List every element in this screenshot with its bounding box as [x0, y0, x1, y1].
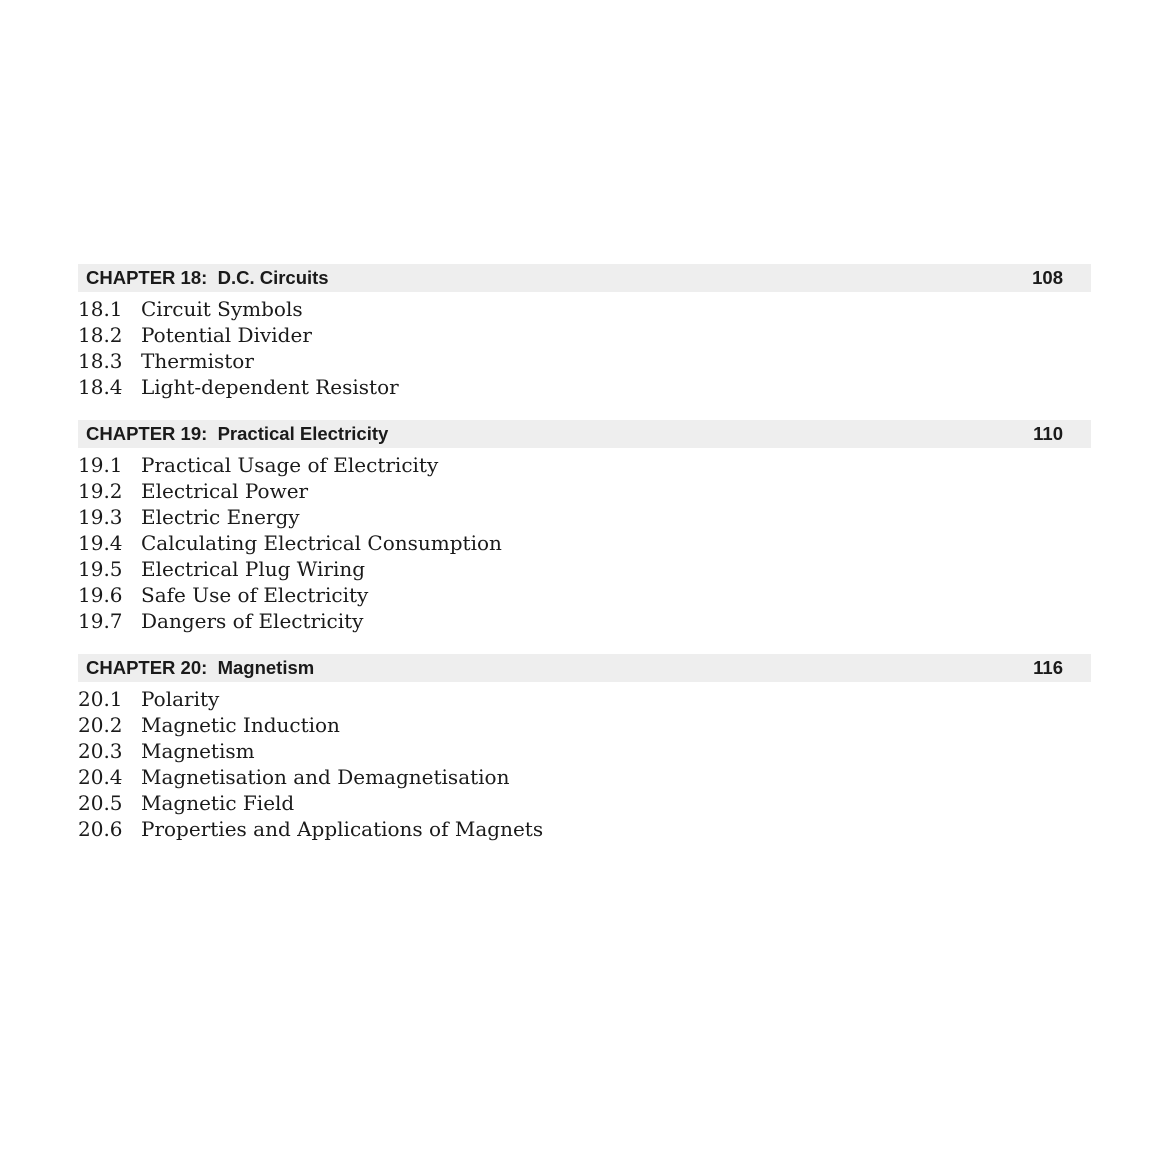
section-title: Light-dependent Resistor [141, 375, 399, 399]
section-title: Electrical Plug Wiring [141, 557, 366, 581]
section-number: 19.3 [78, 505, 123, 529]
chapter-page-number: 110 [1033, 423, 1063, 444]
section-item [78, 556, 1091, 582]
section-number: 20.4 [78, 765, 123, 789]
section-title: Circuit Symbols [141, 297, 303, 321]
section-item [78, 478, 1091, 504]
chapter-title: CHAPTER 18: D.C. Circuits [86, 267, 329, 288]
section-item [78, 790, 1091, 816]
section-number: 19.6 [78, 583, 123, 607]
section-item [78, 530, 1091, 556]
section-title: Electrical Power [141, 479, 309, 503]
section-title: Potential Divider [141, 323, 312, 347]
section-item [78, 348, 1091, 374]
section-list [78, 296, 1091, 400]
section-item [78, 764, 1091, 790]
section-title: Safe Use of Electricity [141, 583, 369, 607]
section-number: 19.4 [78, 531, 123, 555]
chapter-title: CHAPTER 19: Practical Electricity [86, 423, 389, 444]
section-title: Magnetic Induction [141, 713, 340, 737]
section-title: Thermistor [141, 349, 254, 373]
section-title: Electric Energy [141, 505, 300, 529]
section-item [78, 582, 1091, 608]
chapter-header [78, 420, 1091, 448]
section-item [78, 738, 1091, 764]
chapter-18 [78, 264, 1091, 400]
section-number: 20.3 [78, 739, 123, 763]
section-number: 19.2 [78, 479, 123, 503]
section-title: Dangers of Electricity [141, 609, 364, 633]
section-item [78, 296, 1091, 322]
section-title: Practical Usage of Electricity [141, 453, 439, 477]
chapter-20 [78, 654, 1091, 842]
section-number: 19.5 [78, 557, 123, 581]
section-item [78, 712, 1091, 738]
chapter-page-number: 116 [1033, 657, 1063, 678]
section-item [78, 608, 1091, 634]
chapter-header [78, 654, 1091, 682]
section-item [78, 452, 1091, 478]
section-list [78, 452, 1091, 634]
section-number: 20.1 [78, 687, 123, 711]
section-number: 18.2 [78, 323, 123, 347]
section-number: 20.2 [78, 713, 123, 737]
section-title: Calculating Electrical Consumption [141, 531, 502, 555]
section-number: 20.5 [78, 791, 123, 815]
section-title: Magnetic Field [141, 791, 295, 815]
section-title: Polarity [141, 687, 220, 711]
section-number: 20.6 [78, 817, 123, 841]
section-list [78, 686, 1091, 842]
table-of-contents [78, 264, 1091, 862]
section-title: Magnetism [141, 739, 255, 763]
chapter-19 [78, 420, 1091, 634]
section-item [78, 816, 1091, 842]
section-item [78, 504, 1091, 530]
chapter-header [78, 264, 1091, 292]
section-item [78, 322, 1091, 348]
section-number: 19.7 [78, 609, 123, 633]
chapter-page-number: 108 [1032, 267, 1063, 288]
chapter-title: CHAPTER 20: Magnetism [86, 657, 315, 678]
section-title: Properties and Applications of Magnets [141, 817, 544, 841]
section-number: 19.1 [78, 453, 123, 477]
section-number: 18.3 [78, 349, 123, 373]
section-item [78, 686, 1091, 712]
section-number: 18.1 [78, 297, 123, 321]
section-title: Magnetisation and Demagnetisation [141, 765, 510, 789]
section-number: 18.4 [78, 375, 123, 399]
section-item [78, 374, 1091, 400]
